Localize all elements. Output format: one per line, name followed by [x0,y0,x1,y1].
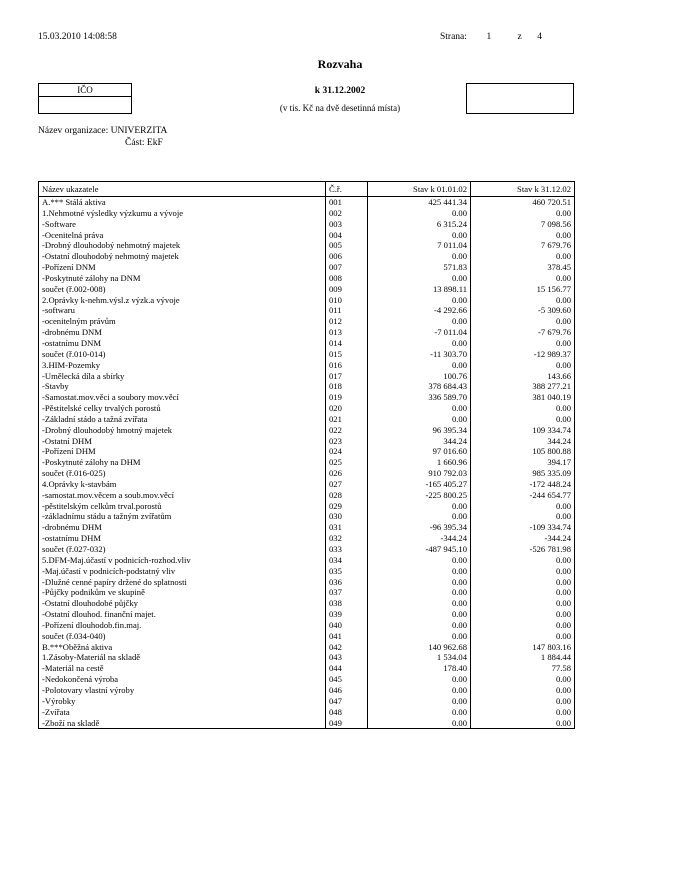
table-row [39,501,575,512]
row-number: 012 [326,316,368,327]
row-number: 009 [326,284,368,295]
row-end-balance: 0.00 [471,511,575,522]
row-end-balance: -7 679.76 [471,327,575,338]
row-start-balance: 0.00 [368,511,471,522]
row-indicator-name: 5.DFM-Maj.účastí v podnicích-rozhod.vliv [39,555,326,566]
table-row [39,544,575,555]
row-start-balance: -487 945.10 [368,544,471,555]
row-indicator-name: -Poskytnuté zálohy na DNM [39,273,326,284]
row-start-balance: 0.00 [368,208,471,219]
row-number: 013 [326,327,368,338]
row-start-balance: 0.00 [368,620,471,631]
row-number: 015 [326,349,368,360]
row-end-balance: 0.00 [471,685,575,696]
row-number: 007 [326,262,368,273]
row-end-balance: 1 884.44 [471,652,575,663]
row-end-balance: 0.00 [471,718,575,729]
row-indicator-name: -drobnému DNM [39,327,326,338]
table-row [39,371,575,382]
table-row [39,219,575,230]
row-end-balance: 0.00 [471,316,575,327]
row-start-balance: 0.00 [368,577,471,588]
organization-info [38,125,167,149]
table-row [39,425,575,436]
row-start-balance: -225 800.25 [368,490,471,501]
row-number: 027 [326,479,368,490]
table-row [39,414,575,425]
table-row [39,566,575,577]
table-row [39,555,575,566]
table-row [39,522,575,533]
row-number: 036 [326,577,368,588]
row-start-balance: -11 303.70 [368,349,471,360]
table-row [39,208,575,219]
row-indicator-name: -Maj.účastí v podnicích-podstatný vliv [39,566,326,577]
row-end-balance: -344.24 [471,533,575,544]
row-end-balance: 0.00 [471,501,575,512]
row-indicator-name: -Nedokončená výroba [39,674,326,685]
row-indicator-name: 3.HIM-Pozemky [39,360,326,371]
row-end-balance: 0.00 [471,609,575,620]
row-indicator-name: -Polotovary vlastní výroby [39,685,326,696]
row-number: 042 [326,642,368,653]
row-indicator-name: A.*** Stálá aktiva [39,197,326,208]
row-end-balance: 0.00 [471,403,575,414]
row-indicator-name: 1.Nehmotné výsledky výzkumu a vývoje [39,208,326,219]
table-row [39,652,575,663]
row-start-balance: 0.00 [368,631,471,642]
row-indicator-name: součet (ř.027-032) [39,544,326,555]
page-indicator [440,32,542,42]
row-end-balance: 0.00 [471,577,575,588]
row-number: 020 [326,403,368,414]
table-row [39,316,575,327]
header-start-balance: Stav k 01.01.02 [368,182,471,197]
row-indicator-name: -Drobný dlouhodobý hmotný majetek [39,425,326,436]
table-row [39,251,575,262]
row-end-balance: 344.24 [471,436,575,447]
row-start-balance: 0.00 [368,566,471,577]
row-indicator-name: -Poskytnuté zálohy na DHM [39,457,326,468]
row-start-balance: 1 660.96 [368,457,471,468]
row-indicator-name: -Ostatní dlouhod. finanční majet. [39,609,326,620]
ico-label: IČO [39,84,131,97]
table-row [39,360,575,371]
row-start-balance: 336 589.70 [368,392,471,403]
table-row [39,305,575,316]
row-start-balance: 1 534.04 [368,652,471,663]
row-indicator-name: -Výrobky [39,696,326,707]
row-number: 049 [326,718,368,729]
row-number: 019 [326,392,368,403]
row-number: 032 [326,533,368,544]
row-end-balance: 105 800.88 [471,446,575,457]
row-indicator-name: -Ostatní dlouhodobé půjčky [39,598,326,609]
row-end-balance: 0.00 [471,696,575,707]
table-row [39,446,575,457]
table-row [39,707,575,718]
table-row [39,197,575,208]
row-indicator-name: -Ocenitelná práva [39,230,326,241]
row-start-balance: 378 684.43 [368,381,471,392]
row-end-balance: -109 334.74 [471,522,575,533]
table-row [39,663,575,674]
row-start-balance: 0.00 [368,598,471,609]
row-start-balance: 140 962.68 [368,642,471,653]
row-start-balance: 0.00 [368,360,471,371]
row-indicator-name: -Materiál na cestě [39,663,326,674]
row-end-balance: 394.17 [471,457,575,468]
row-indicator-name: -samostat.mov.věcem a soub.mov.věcí [39,490,326,501]
table-row [39,273,575,284]
row-end-balance: 0.00 [471,555,575,566]
row-start-balance: -4 292.66 [368,305,471,316]
row-number: 018 [326,381,368,392]
part-value: EkF [146,138,163,148]
row-end-balance: 0.00 [471,295,575,306]
row-number: 038 [326,598,368,609]
page-label: Strana: [440,32,467,42]
row-number: 030 [326,511,368,522]
row-number: 047 [326,696,368,707]
table-row [39,338,575,349]
row-end-balance: -172 448.24 [471,479,575,490]
row-end-balance: 15 156.77 [471,284,575,295]
table-row [39,230,575,241]
units-note: (v tis. Kč na dvě desetinná místa) [279,103,401,113]
row-indicator-name: -Pořízení DHM [39,446,326,457]
row-start-balance: 0.00 [368,316,471,327]
row-number: 021 [326,414,368,425]
row-end-balance: 0.00 [471,251,575,262]
row-start-balance: -96 395.34 [368,522,471,533]
row-indicator-name: -Základní stádo a tažná zvířata [39,414,326,425]
row-end-balance: 0.00 [471,273,575,284]
table-row [39,533,575,544]
row-number: 048 [326,707,368,718]
table-row [39,349,575,360]
row-start-balance: 97 016.60 [368,446,471,457]
row-number: 040 [326,620,368,631]
row-number: 004 [326,230,368,241]
row-end-balance: 388 277.21 [471,381,575,392]
row-end-balance: 7 679.76 [471,240,575,251]
report-date: k 31.12.2002 [314,86,366,96]
row-start-balance: 0.00 [368,230,471,241]
row-start-balance: 0.00 [368,403,471,414]
row-number: 022 [326,425,368,436]
row-end-balance: 0.00 [471,707,575,718]
row-indicator-name: -ostatnímu DHM [39,533,326,544]
row-indicator-name: součet (ř.016-025) [39,468,326,479]
row-indicator-name: -ostatnímu DNM [39,338,326,349]
row-number: 031 [326,522,368,533]
row-indicator-name: -základnímu stádu a tažným zvířatům [39,511,326,522]
table-row [39,587,575,598]
row-number: 017 [326,371,368,382]
row-start-balance: 910 792.03 [368,468,471,479]
row-indicator-name: -softwaru [39,305,326,316]
row-end-balance: 0.00 [471,338,575,349]
row-start-balance: 6 315.24 [368,219,471,230]
row-indicator-name: 4.Oprávky k-stavbám [39,479,326,490]
row-number: 023 [326,436,368,447]
row-number: 043 [326,652,368,663]
row-indicator-name: -Umělecká díla a sbírky [39,371,326,382]
row-end-balance: 381 040.19 [471,392,575,403]
table-row [39,577,575,588]
row-end-balance: 0.00 [471,208,575,219]
row-start-balance: -165 405.27 [368,479,471,490]
table-row [39,696,575,707]
row-end-balance: 0.00 [471,414,575,425]
row-start-balance: 0.00 [368,587,471,598]
table-row [39,392,575,403]
row-indicator-name: -Ostatní dlouhodobý nehmotný majetek [39,251,326,262]
table-row [39,511,575,522]
row-number: 041 [326,631,368,642]
balance-sheet-table [38,181,575,729]
row-number: 024 [326,446,368,457]
row-end-balance: 0.00 [471,230,575,241]
header-end-balance: Stav k 31.12.02 [471,182,575,197]
row-indicator-name: -Stavby [39,381,326,392]
stamp-box [466,83,574,114]
table-row [39,674,575,685]
table-row [39,620,575,631]
header-indicator-name: Název ukazatele [39,182,326,197]
table-row [39,284,575,295]
row-indicator-name: -drobnému DHM [39,522,326,533]
row-end-balance: 109 334.74 [471,425,575,436]
row-indicator-name: -Software [39,219,326,230]
row-indicator-name: B.***Oběžná aktiva [39,642,326,653]
row-start-balance: 0.00 [368,414,471,425]
row-number: 046 [326,685,368,696]
organization-name: UNIVERZITA [110,126,168,136]
row-number: 014 [326,338,368,349]
row-start-balance: 96 395.34 [368,425,471,436]
row-end-balance: 147 803.16 [471,642,575,653]
row-number: 039 [326,609,368,620]
table-row [39,457,575,468]
row-end-balance: 0.00 [471,631,575,642]
table-row [39,598,575,609]
row-end-balance: 0.00 [471,620,575,631]
row-end-balance: 143.66 [471,371,575,382]
row-number: 003 [326,219,368,230]
row-number: 035 [326,566,368,577]
row-start-balance: 0.00 [368,609,471,620]
row-start-balance: 178.40 [368,663,471,674]
page-total: 4 [537,32,543,42]
row-number: 016 [326,360,368,371]
row-number: 008 [326,273,368,284]
row-number: 028 [326,490,368,501]
table-row [39,642,575,653]
row-indicator-name: -Zvířata [39,707,326,718]
row-start-balance: 0.00 [368,696,471,707]
row-end-balance: 378.45 [471,262,575,273]
organization-label: Název organizace: [38,126,109,136]
row-indicator-name: -pěstitelským celkům trval.porostů [39,501,326,512]
row-number: 026 [326,468,368,479]
table-row [39,468,575,479]
table-row [39,490,575,501]
row-indicator-name: součet (ř.010-014) [39,349,326,360]
table-row [39,479,575,490]
row-end-balance: 0.00 [471,587,575,598]
row-end-balance: 985 335.09 [471,468,575,479]
row-end-balance: -5 309.60 [471,305,575,316]
row-number: 011 [326,305,368,316]
table-row [39,327,575,338]
row-start-balance: 0.00 [368,295,471,306]
table-row [39,295,575,306]
row-start-balance: -344.24 [368,533,471,544]
row-start-balance: 0.00 [368,251,471,262]
row-number: 044 [326,663,368,674]
row-number: 029 [326,501,368,512]
table-row [39,262,575,273]
row-indicator-name: -Dlužné cenné papíry držené do splatnosti [39,577,326,588]
row-number: 010 [326,295,368,306]
row-number: 002 [326,208,368,219]
row-indicator-name: -ocenitelným právům [39,316,326,327]
row-start-balance: 100.76 [368,371,471,382]
row-indicator-name: -Samostat.mov.věci a soubory mov.věcí [39,392,326,403]
row-indicator-name: 1.Zásoby-Materiál na skladě [39,652,326,663]
row-start-balance: 0.00 [368,501,471,512]
table-row [39,631,575,642]
row-end-balance: -244 654.77 [471,490,575,501]
row-start-balance: 0.00 [368,685,471,696]
row-indicator-name: 2.Oprávky k-nehm.výsl.z výzk.a vývoje [39,295,326,306]
row-number: 045 [326,674,368,685]
table-row [39,609,575,620]
row-number: 005 [326,240,368,251]
row-start-balance: 0.00 [368,707,471,718]
row-end-balance: 0.00 [471,566,575,577]
row-indicator-name: -Drobný dlouhodobý nehmotný majetek [39,240,326,251]
row-end-balance: -12 989.37 [471,349,575,360]
row-start-balance: 0.00 [368,674,471,685]
page-current: 1 [486,32,492,42]
table-row [39,685,575,696]
part-label: Část: [125,138,145,148]
row-start-balance: 0.00 [368,718,471,729]
row-start-balance: 344.24 [368,436,471,447]
row-number: 025 [326,457,368,468]
row-start-balance: 0.00 [368,555,471,566]
header-row-number: Č.ř. [326,182,368,197]
row-indicator-name: -Zboží na skladě [39,718,326,729]
table-row [39,403,575,414]
table-row [39,718,575,729]
row-start-balance: 0.00 [368,338,471,349]
table-header-row [39,182,575,197]
table-row [39,240,575,251]
row-start-balance: 13 898.11 [368,284,471,295]
row-end-balance: 460 720.51 [471,197,575,208]
row-indicator-name: -Půjčky podnikům ve skupině [39,587,326,598]
row-number: 006 [326,251,368,262]
row-end-balance: 0.00 [471,598,575,609]
row-end-balance: 0.00 [471,360,575,371]
row-start-balance: 0.00 [368,273,471,284]
row-number: 001 [326,197,368,208]
row-end-balance: 7 098.56 [471,219,575,230]
page-separator: z [517,32,522,42]
row-end-balance: -526 781.98 [471,544,575,555]
table-row [39,381,575,392]
row-number: 034 [326,555,368,566]
row-start-balance: 571.83 [368,262,471,273]
row-end-balance: 0.00 [471,674,575,685]
row-number: 037 [326,587,368,598]
row-number: 033 [326,544,368,555]
row-indicator-name: -Ostatní DHM [39,436,326,447]
row-indicator-name: součet (ř.034-040) [39,631,326,642]
report-title: Rozvaha [317,57,363,71]
print-datetime: 15.03.2010 14:08:58 [38,32,117,42]
row-indicator-name: -Pěstitelské celky trvalých porostů [39,403,326,414]
row-indicator-name: -Pořízení dlouhodob.fin.maj. [39,620,326,631]
row-end-balance: 77.58 [471,663,575,674]
row-indicator-name: -Pořízení DNM [39,262,326,273]
row-start-balance: -7 011.04 [368,327,471,338]
table-row [39,436,575,447]
row-start-balance: 7 011.04 [368,240,471,251]
row-start-balance: 425 441.34 [368,197,471,208]
row-indicator-name: součet (ř.002-008) [39,284,326,295]
